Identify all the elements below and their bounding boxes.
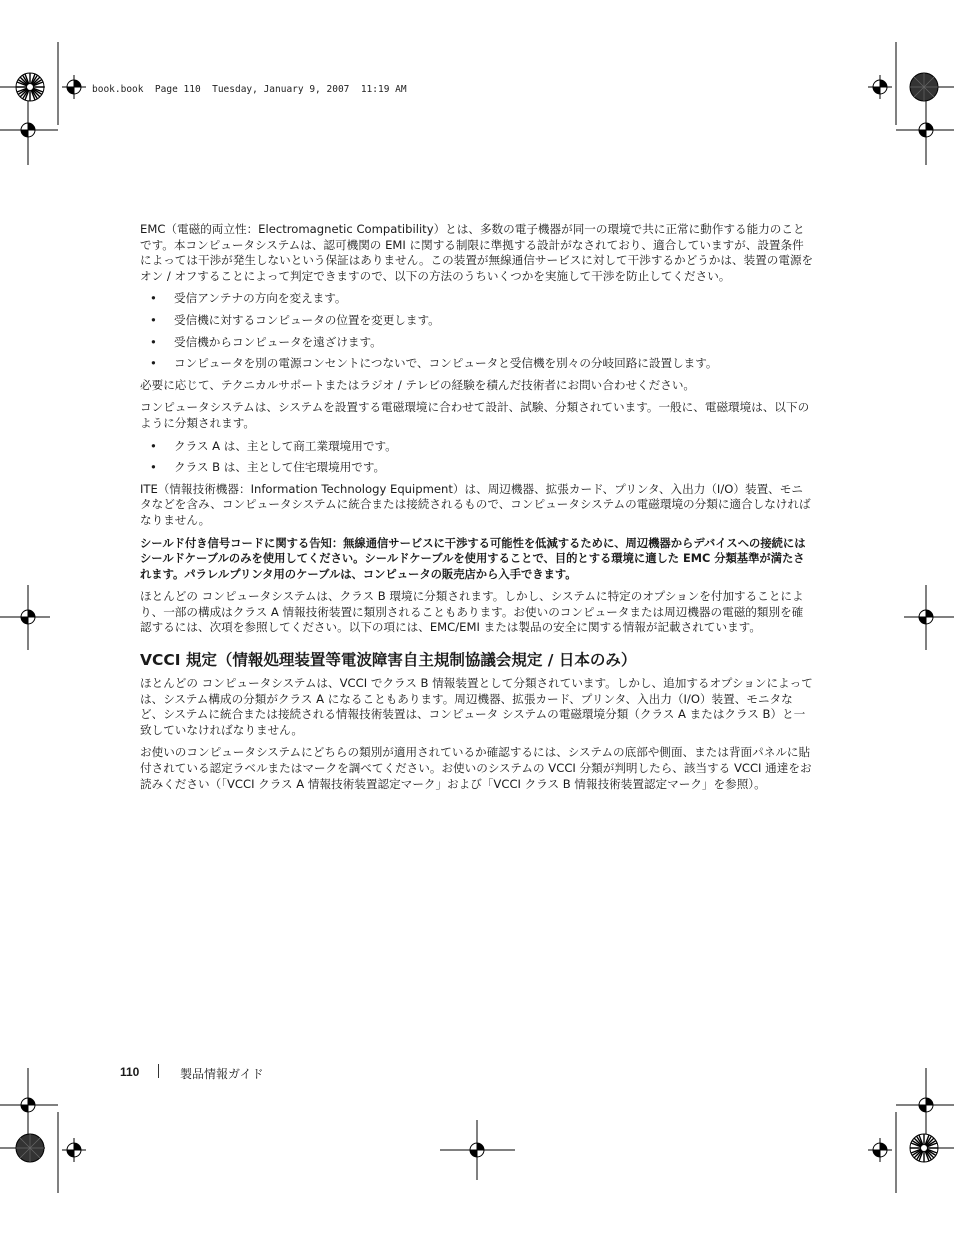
vcci-heading: VCCI 規定（情報処理装置等電波障害自主規制協議会規定 / 日本のみ） (140, 651, 637, 670)
list-item: • クラス A は、主として商工業環境用です。 (150, 438, 397, 453)
interference-remedies-list (140, 291, 814, 371)
list-item: • 受信アンテナの方向を変えます。 (150, 291, 347, 306)
ite-paragraph: ITE（情報技術機器：Information Technology Equipment）は、周辺機器、拡張カード、プリンタ、入出力（I/O）装置、モニタなどを含み、コンピュータシステムに統合または接続されるもので、コンピュータシステムの電磁環境の分類に適合しなければなりません。 (140, 481, 811, 527)
consult-paragraph: 必要に応じて、テクニカルサポートまたはラジオ / テレビの経験を積んだ技術者にお問い合わせください。 (140, 377, 696, 392)
footer-divider (158, 1064, 159, 1078)
bullet-icon: • (150, 438, 157, 453)
bullet-icon: • (150, 356, 157, 371)
vcci-paragraph-1: ほとんどの コンピュータシステムは、VCCI でクラス B 情報装置として分類されています。しかし、追加するオプションによっては、システム構成の分類がクラス A になることもあります。周辺機器、拡張カード、プリンタ、入出力（I/O）装置、モニタなど、システムに統合または接続される情報技術装置は、コンピュータ システムの電磁環境分類（クラス A またはクラス B）と一致していなければなりません。 (140, 676, 813, 737)
list-item: • コンピュータを別の電源コンセントにつないで、コンピュータと受信機を別々の分岐回路に設置します。 (150, 356, 718, 371)
classb-paragraph: ほとんどの コンピュータシステムは、クラス B 環境に分類されます。しかし、システムに特定のオプションを付加することにより、一部の構成はクラス A 情報技術装置に類別されることもあります。お使いのコンピュータまたは周辺機器の電磁的類別を確認するには、次項を参照してください。以下の項には、EMC/EMI または製品の安全に関する情報が記載されています。 (140, 589, 804, 635)
vcci-paragraph-2: お使いのコンピュータシステムにどちらの類別が適用されているか確認するには、システムの底部や側面、または背面パネルに貼付されている認定ラベルまたはマークを調べてください。お使いのシステムの VCCI 分類が判明したら、該当する VCCI 通達をお読みください（「VCCI クラス A 情報技術装置認定マーク」および「VCCI クラス B 情報技術装置認定マーク」を参照）。 (140, 745, 812, 791)
bullet-icon: • (150, 291, 157, 306)
classification-paragraph: コンピュータシステムは、システムを設置する電磁環境に合わせて設計、試験、分類されています。一般に、電磁環境は、以下のように分類されます。 (140, 400, 810, 430)
print-slug: book.book Page 110 Tuesday, January 9, 2007 11:19 AM (92, 84, 407, 95)
list-item: • クラス B は、主として住宅環境用です。 (150, 460, 386, 475)
bullet-icon: • (150, 312, 157, 327)
main-content (140, 222, 814, 799)
shielded-cable-notice: シールド付き信号コードに関する告知：無線通信サービスに干渉する可能性を低減するために、周辺機器からデバイスへの接続にはシールドケーブルのみを使用してください。シールドケーブルを使用することで、目的とする環境に適した EMC 分類基準が満たされます。パラレルプリンタ用のケーブルは、コンピュータの販売店から入手できます。 (140, 536, 806, 581)
page-number: 110 (120, 1065, 140, 1079)
guide-title: 製品情報ガイド (180, 1067, 264, 1081)
bullet-icon: • (150, 460, 157, 475)
bullet-icon: • (150, 334, 157, 349)
intro-paragraph: EMC（電磁的両立性：Electromagnetic Compatibility）とは、多数の電子機器が同一の環境で共に正常に動作する能力のことです。本コンピュータシステムは、認可機関の EMI に関する制限に準拠する設計がなされており、適合していますが、設置条件によっては干渉が発生しないという保証はありません。この装置が無線通信サービスに対して干渉するかどうかは、装置の電源をオン / オフすることによって判定できますので、以下の方法のうちいくつかを実施して干渉を防止してください。 (140, 222, 814, 283)
class-list (140, 439, 814, 476)
list-item: • 受信機からコンピュータを遠ざけます。 (150, 334, 382, 349)
list-item: • 受信機に対するコンピュータの位置を変更します。 (150, 312, 440, 327)
